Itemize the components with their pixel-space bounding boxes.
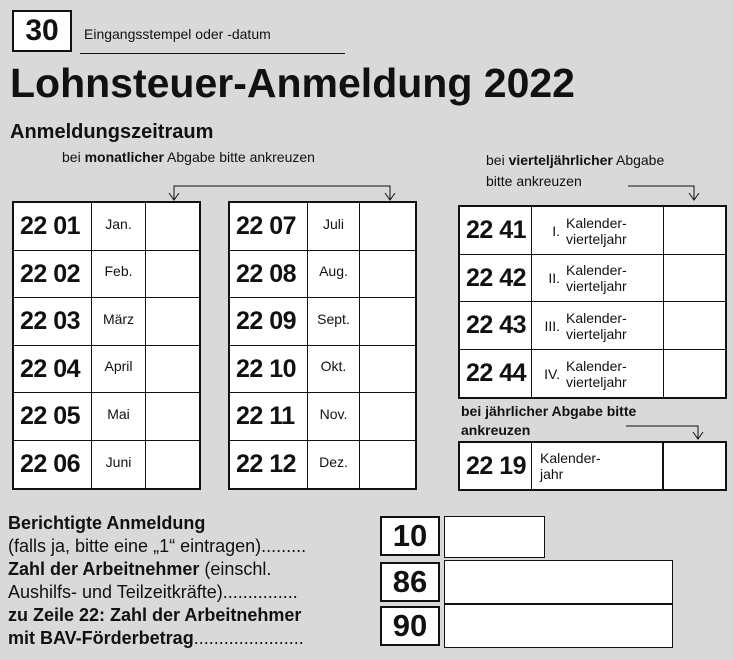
month-checkbox-oct[interactable]: [360, 346, 415, 392]
quarter-line2: vierteljahr: [566, 230, 627, 247]
quarter-roman: III.: [544, 317, 560, 334]
month-checkbox-feb[interactable]: [146, 251, 199, 297]
quarter-code: 22 44: [460, 350, 532, 397]
line-code-10: 10: [380, 516, 440, 556]
annual-hint: [461, 402, 636, 440]
month-code: 22 10: [230, 346, 308, 392]
month-label: Mai: [92, 393, 146, 440]
quarter-label: [532, 207, 664, 254]
month-code: 22 03: [14, 298, 92, 345]
month-label: Juli: [308, 203, 360, 250]
monthly-hint-prefix: bei: [62, 149, 85, 165]
stamp-underline: [80, 53, 345, 54]
month-code: 22 01: [14, 203, 92, 250]
month-label: Okt.: [308, 346, 360, 392]
month-code: 22 02: [14, 251, 92, 297]
month-label: Feb.: [92, 251, 146, 297]
quarters-table: [458, 205, 727, 399]
quarterly-hint-bold: vierteljährlicher: [508, 152, 613, 168]
month-checkbox-sep[interactable]: [360, 298, 415, 345]
month-checkbox-aug[interactable]: [360, 251, 415, 297]
quarter-row-1: [460, 207, 725, 255]
quarter-checkbox-2[interactable]: [664, 255, 725, 301]
quarter-checkbox-4[interactable]: [664, 350, 725, 397]
quarterly-hint-line2: bitte ankreuzen: [486, 173, 582, 189]
bav-line1: zu Zeile 22: Zahl der Arbeitnehmer: [8, 605, 302, 625]
month-code: 22 06: [14, 441, 92, 488]
months-table-left: [12, 201, 201, 490]
annual-line1: Kalender-: [540, 450, 601, 466]
quarter-row-3: [460, 302, 725, 350]
month-row-may: [14, 393, 199, 441]
lines-area: [380, 516, 675, 660]
annual-checkbox[interactable]: [664, 443, 725, 489]
month-code: 22 11: [230, 393, 308, 440]
quarter-label: [532, 302, 664, 349]
month-label: Aug.: [308, 251, 360, 297]
page-title: Lohnsteuer-Anmeldung 2022: [10, 60, 575, 106]
quarterly-hint-suffix: Abgabe: [612, 152, 665, 168]
month-row-jun: [14, 441, 199, 488]
annual-label: [532, 443, 664, 489]
month-label: März: [92, 298, 146, 345]
employees-rest: (einschl.: [199, 559, 272, 579]
quarterly-arrow-icon: [626, 180, 706, 204]
annual-line2: jahr: [540, 466, 564, 482]
quarter-roman: IV.: [544, 365, 560, 382]
month-label: Nov.: [308, 393, 360, 440]
quarter-code: 22 42: [460, 255, 532, 301]
quarter-checkbox-1[interactable]: [664, 207, 725, 254]
month-checkbox-dec[interactable]: [360, 441, 415, 488]
quarter-line1: Kalender-: [566, 357, 627, 374]
month-row-jan: [14, 203, 199, 251]
quarter-code: 22 43: [460, 302, 532, 349]
monthly-hint: [62, 146, 315, 168]
month-code: 22 05: [14, 393, 92, 440]
bav-field[interactable]: [444, 604, 673, 648]
month-checkbox-jul[interactable]: [360, 203, 415, 250]
month-checkbox-mar[interactable]: [146, 298, 199, 345]
month-label: Juni: [92, 441, 146, 488]
months-table-right: [228, 201, 417, 490]
month-checkbox-nov[interactable]: [360, 393, 415, 440]
employees-field[interactable]: [444, 560, 673, 604]
employees-title: Zahl der Arbeitnehmer: [8, 559, 200, 579]
month-row-mar: [14, 298, 199, 346]
stamp-label: Eingangsstempel oder -datum: [84, 26, 271, 42]
quarter-line1: Kalender-: [566, 262, 627, 278]
quarter-line1: Kalender-: [566, 309, 627, 326]
employees-line2: Aushilfs- und Teilzeitkräfte)...............: [8, 582, 298, 602]
line-code-86: 86: [380, 562, 440, 602]
period-heading: Anmeldungszeitraum: [10, 121, 214, 143]
annual-arrow-icon: [624, 420, 708, 442]
quarter-code: 22 41: [460, 207, 532, 254]
quarter-line2: vierteljahr: [566, 373, 627, 390]
quarter-label: [532, 350, 664, 397]
month-row-feb: [14, 251, 199, 298]
month-label: Sept.: [308, 298, 360, 345]
quarter-line2: vierteljahr: [566, 325, 627, 342]
annual-hint-line1: bei jährlicher Abgabe bitte: [461, 403, 637, 419]
line-code-90: 90: [380, 606, 440, 646]
corrected-hint: (falls ja, bitte eine „1“ eintragen).........: [8, 536, 307, 556]
month-row-nov: [230, 393, 415, 441]
quarter-line2: vierteljahr: [566, 278, 627, 294]
month-label: Dez.: [308, 441, 360, 488]
quarter-line1: Kalender-: [566, 214, 627, 231]
month-label: Jan.: [92, 203, 146, 250]
month-row-apr: [14, 346, 199, 393]
month-row-sep: [230, 298, 415, 346]
month-checkbox-jun[interactable]: [146, 441, 199, 488]
month-checkbox-jan[interactable]: [146, 203, 199, 250]
quarterly-hint-prefix: bei: [486, 152, 509, 168]
corrected-title: Berichtigte Anmeldung: [8, 513, 206, 533]
month-code: 22 08: [230, 251, 308, 297]
month-label: April: [92, 346, 146, 392]
quarter-row-4: [460, 350, 725, 397]
corrected-field[interactable]: [444, 516, 545, 558]
bav-dots: ......................: [193, 628, 304, 648]
annual-hint-line2: ankreuzen: [461, 422, 531, 438]
quarter-label: [532, 255, 664, 301]
month-code: 22 07: [230, 203, 308, 250]
month-code: 22 12: [230, 441, 308, 488]
bav-line2: mit BAV-Förderbetrag: [8, 628, 194, 648]
month-row-jul: [230, 203, 415, 251]
annual-table: [458, 441, 727, 491]
month-row-oct: [230, 346, 415, 393]
quarterly-hint: [486, 149, 664, 171]
quarter-row-2: [460, 255, 725, 302]
quarter-checkbox-3[interactable]: [664, 302, 725, 349]
lines-labels: [8, 512, 368, 650]
monthly-bracket-arrow-icon: [160, 176, 400, 202]
annual-row: [460, 443, 725, 489]
month-code: 22 09: [230, 298, 308, 345]
monthly-hint-bold: monatlicher: [84, 149, 164, 165]
form-number-box: 30: [12, 10, 72, 52]
month-row-dec: [230, 441, 415, 488]
monthly-hint-suffix: Abgabe bitte ankreuzen: [163, 149, 315, 165]
month-checkbox-apr[interactable]: [146, 346, 199, 392]
month-code: 22 04: [14, 346, 92, 392]
annual-code: 22 19: [460, 443, 532, 489]
month-row-aug: [230, 251, 415, 298]
month-checkbox-may[interactable]: [146, 393, 199, 440]
quarter-roman: I.: [552, 222, 560, 239]
quarter-roman: II.: [548, 270, 560, 286]
